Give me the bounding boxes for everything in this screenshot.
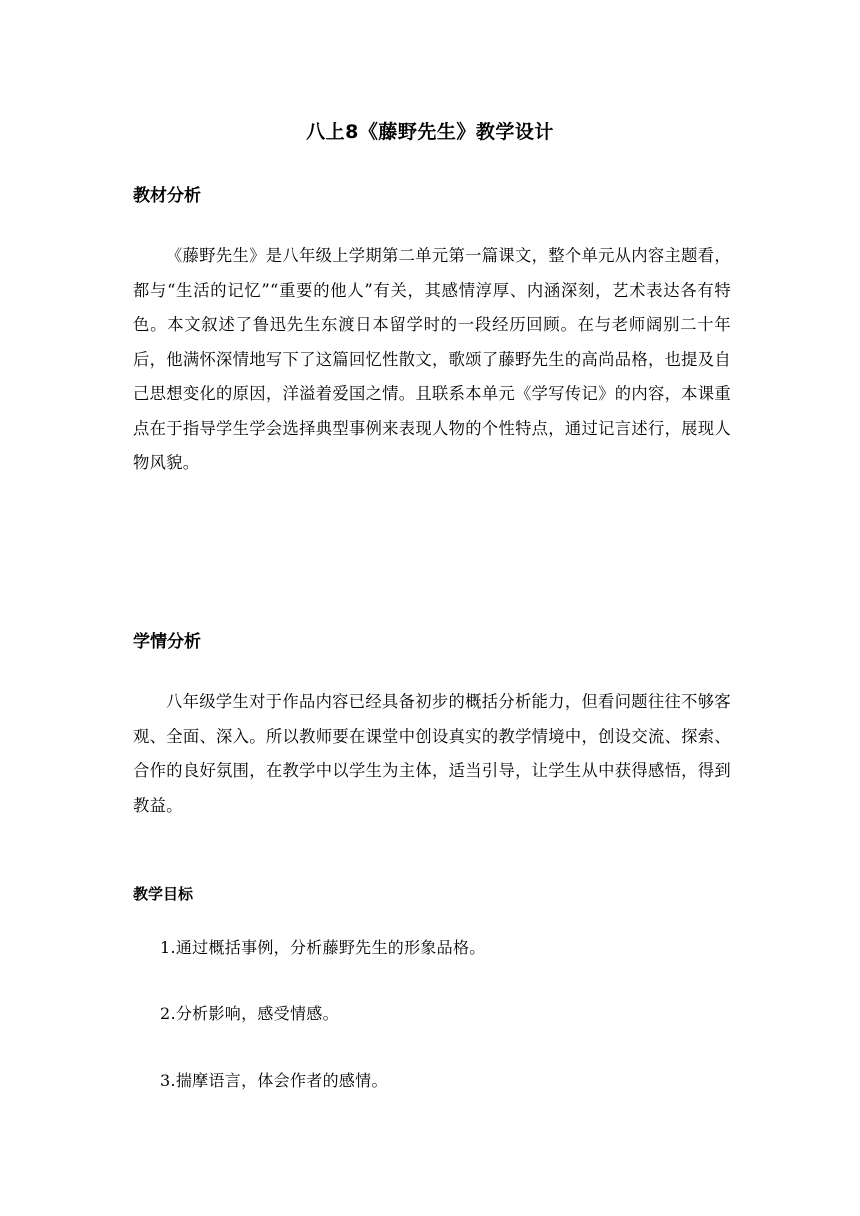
teaching-goals-heading: 教学目标 bbox=[133, 885, 194, 903]
teaching-goal-item: 2.分析影响，感受情感。 bbox=[160, 1004, 339, 1023]
teaching-goal-item: 3.揣摩语言，体会作者的感情。 bbox=[160, 1071, 388, 1090]
student-analysis-heading: 学情分析 bbox=[133, 632, 201, 652]
student-analysis-paragraph: 八年级学生对于作品内容已经具备初步的概括分析能力，但看问题往往不够客观、全面、深入。所以教师要在课堂中创设真实的教学情境中，创设交流、探索、合作的良好氛围，在教学中以学生为主体，适当引导，让学生从中获得感悟，得到教益。 bbox=[133, 692, 731, 815]
material-analysis-heading: 教材分析 bbox=[133, 186, 201, 206]
teaching-goal-item: 1.通过概括事例，分析藤野先生的形象品格。 bbox=[160, 938, 486, 957]
document-title: 八上8《藤野先生》教学设计 bbox=[306, 121, 554, 143]
material-analysis-paragraph: 《藤野先生》是八年级上学期第二单元第一篇课文，整个单元从内容主题看，都与“生活的记忆”“重要的他人”有关，其感情淳厚、内涵深刻，艺术表达各有特色。本文叙述了鲁迅先生东渡日本留学时的一段经历回顾。在与老师阔别二十年后，他满怀深情地写下了这篇回忆性散文，歌颂了藤野先生的高尚品格，也提及自己思想变化的原因，洋溢着爱国之情。且联系本单元《学写传记》的内容，本课重点在于指导学生学会选择典型事例来表现人物的个性特点，通过记言述行，展现人物风貌。 bbox=[133, 246, 731, 472]
